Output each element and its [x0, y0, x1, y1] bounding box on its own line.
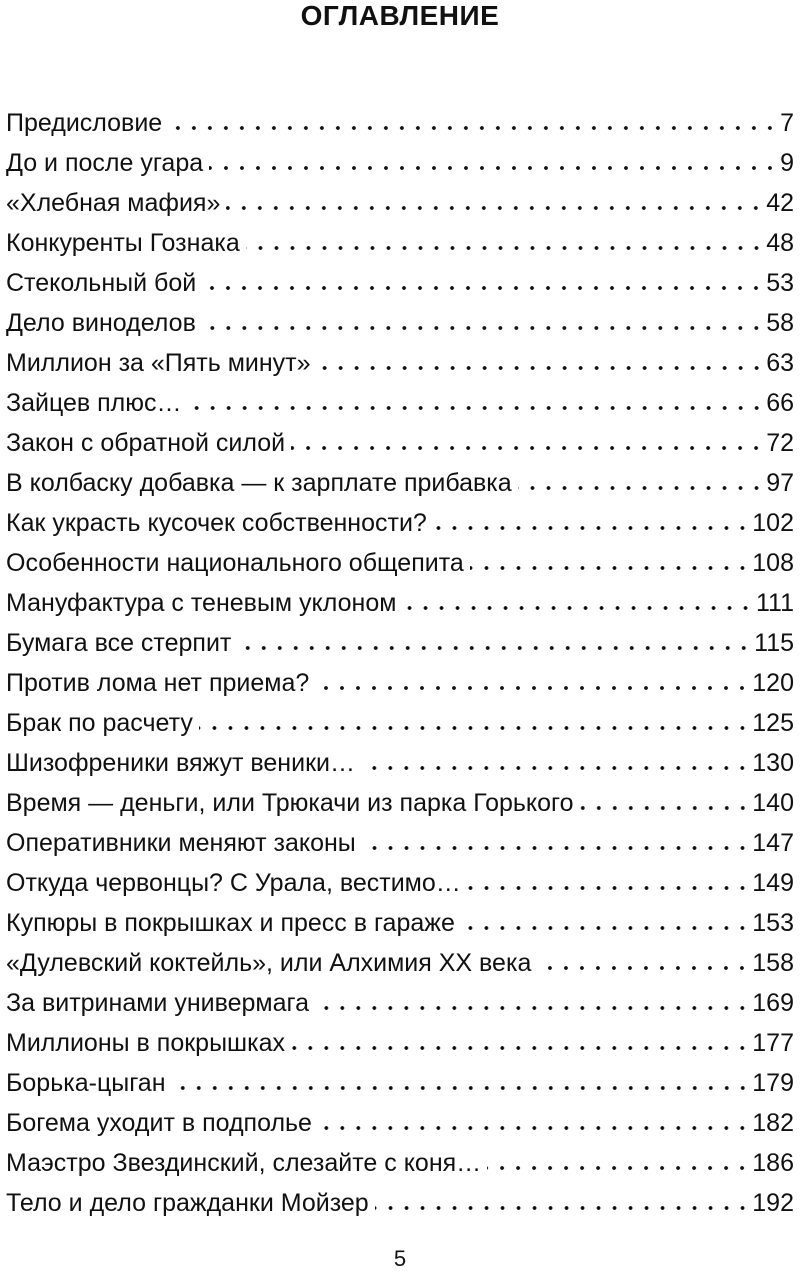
toc-entry-title: Богема уходит в подполье	[6, 1109, 312, 1137]
toc-entry-page: 186	[752, 1149, 794, 1177]
toc-entry-title: Зайцев плюс…	[6, 389, 182, 417]
toc-entry-page: 149	[752, 869, 794, 897]
dot-leader	[291, 445, 764, 451]
dot-leader	[375, 1205, 751, 1211]
toc-entry[interactable]	[6, 263, 794, 303]
toc-entry-title: «Дулевский коктейль», или Алхимия XX века	[6, 949, 532, 977]
toc-entry-title: «Хлебная мафия»	[6, 189, 221, 217]
toc-entry[interactable]	[6, 503, 794, 543]
dot-leader	[362, 845, 751, 851]
toc-entry[interactable]	[6, 1023, 794, 1063]
toc-entry[interactable]	[6, 143, 794, 183]
toc-entry-title: Против лома нет приема?	[6, 669, 310, 697]
toc-entry[interactable]	[6, 543, 794, 583]
toc-entry-page: 177	[752, 1029, 794, 1057]
toc-entry[interactable]	[6, 303, 794, 343]
toc-entry-title: В колбаску добавка — к зарплате прибавка	[6, 469, 512, 497]
toc-entry[interactable]	[6, 583, 794, 623]
dot-leader	[246, 245, 764, 251]
page-number: 5	[393, 1246, 407, 1271]
toc-entry[interactable]	[6, 743, 794, 783]
toc-entry-page: 169	[752, 989, 794, 1017]
toc-entry-page: 111	[755, 589, 794, 617]
toc-entry[interactable]	[6, 983, 794, 1023]
toc-entry-title: Время — деньги, или Трюкачи из парка Горького	[6, 789, 574, 817]
dot-leader	[168, 125, 778, 131]
toc-entry-title: Маэстро Звездинский, слезайте с коня…	[6, 1149, 482, 1177]
toc-entry-page: 147	[752, 829, 794, 857]
toc-entry-page: 66	[766, 389, 794, 417]
dot-leader	[487, 1165, 750, 1171]
toc-entry-title: Оперативники меняют законы	[6, 829, 356, 857]
toc-entry-page: 153	[752, 909, 794, 937]
toc-entry-page: 130	[752, 749, 794, 777]
toc-entry-page: 115	[754, 629, 794, 657]
toc-entry[interactable]	[6, 383, 794, 423]
toc-entry[interactable]	[6, 103, 794, 143]
toc-entry-title: Шизофреники вяжут веники…	[6, 749, 355, 777]
toc-entry-title: Борька-цыган	[6, 1069, 166, 1097]
dot-leader	[315, 685, 750, 691]
toc-entry-title: Особенности национального общепита	[6, 549, 464, 577]
toc-entry[interactable]	[6, 903, 794, 943]
dot-leader	[199, 725, 750, 731]
page-title: ОГЛАВЛЕНИЕ	[300, 0, 500, 31]
toc-entry-title: Стекольный бой	[6, 269, 197, 297]
toc-entry-page: 48	[766, 229, 794, 257]
toc-entry-title: Конкуренты Гознака	[6, 229, 240, 257]
dot-leader	[361, 765, 750, 771]
toc-entry[interactable]	[6, 943, 794, 983]
toc-entry[interactable]	[6, 663, 794, 703]
toc-entry-page: 125	[752, 709, 794, 737]
toc-entry-page: 9	[780, 149, 794, 177]
dot-leader	[580, 805, 751, 811]
toc-entry-page: 120	[752, 669, 794, 697]
toc-entry-title: Дело виноделов	[6, 309, 196, 337]
dot-leader	[433, 525, 750, 531]
toc-entry-page: 182	[752, 1109, 794, 1137]
toc-entry-title: Миллион за «Пять минут»	[6, 349, 311, 377]
dot-leader	[537, 965, 750, 971]
toc-entry-title: Миллионы в покрышках	[6, 1029, 285, 1057]
dot-leader	[315, 1005, 750, 1011]
toc-entry[interactable]	[6, 823, 794, 863]
toc-entry-title: Как украсть кусочек собственности?	[6, 509, 427, 537]
toc-entry-page: 192	[752, 1189, 794, 1217]
toc-entry-title: Откуда червонцы? С Урала, вестимо…	[6, 869, 461, 897]
dot-leader	[226, 205, 764, 211]
toc-entry-title: Тело и дело гражданки Мойзер	[6, 1189, 369, 1217]
toc-entry-page: 63	[766, 349, 794, 377]
toc-entry[interactable]	[6, 1103, 794, 1143]
dot-leader	[461, 925, 750, 931]
toc-entry[interactable]	[6, 463, 794, 503]
toc-entry-page: 42	[766, 189, 794, 217]
toc-entry-page: 7	[780, 109, 794, 137]
toc-entry-title: Закон с обратной силой	[6, 429, 286, 457]
toc-entry-page: 58	[766, 309, 794, 337]
toc-entry[interactable]	[6, 423, 794, 463]
toc-entry[interactable]	[6, 1143, 794, 1183]
toc-entry-title: Предисловие	[6, 109, 163, 137]
toc-entry[interactable]	[6, 783, 794, 823]
toc-entry[interactable]	[6, 623, 794, 663]
dot-leader	[172, 1085, 751, 1091]
dot-leader	[402, 605, 754, 611]
toc-entry[interactable]	[6, 703, 794, 743]
toc-entry-page: 140	[752, 789, 794, 817]
dot-leader	[518, 485, 765, 491]
toc-entry-title: Бумага все стерпит	[6, 629, 232, 657]
dot-leader	[317, 365, 765, 371]
dot-leader	[291, 1045, 750, 1051]
toc-entry-page: 72	[766, 429, 794, 457]
toc-entry-title: За витринами универмага	[6, 989, 309, 1017]
dot-leader	[188, 405, 765, 411]
toc-entry-page: 97	[766, 469, 794, 497]
toc-entry[interactable]	[6, 343, 794, 383]
toc-entry[interactable]	[6, 223, 794, 263]
toc-entry-page: 179	[752, 1069, 794, 1097]
dot-leader	[470, 565, 750, 571]
toc-entry-title: Купюры в покрышках и пресс в гараже	[6, 909, 455, 937]
toc-entry-page: 108	[752, 549, 794, 577]
table-of-contents	[6, 103, 794, 1223]
dot-leader	[209, 165, 778, 171]
toc-entry-page: 158	[752, 949, 794, 977]
toc-entry-title: Мануфактура с теневым уклоном	[6, 589, 397, 617]
toc-entry[interactable]	[6, 183, 794, 223]
dot-leader	[467, 885, 751, 891]
toc-entry[interactable]	[6, 1063, 794, 1103]
dot-leader	[237, 645, 752, 651]
toc-entry[interactable]	[6, 1183, 794, 1223]
toc-entry-page: 102	[752, 509, 794, 537]
dot-leader	[202, 325, 764, 331]
toc-entry-page: 53	[766, 269, 794, 297]
toc-entry-title: До и после угара	[6, 149, 204, 177]
toc-entry-title: Брак по расчету	[6, 709, 193, 737]
dot-leader	[318, 1125, 750, 1131]
toc-entry[interactable]	[6, 863, 794, 903]
dot-leader	[202, 285, 764, 291]
